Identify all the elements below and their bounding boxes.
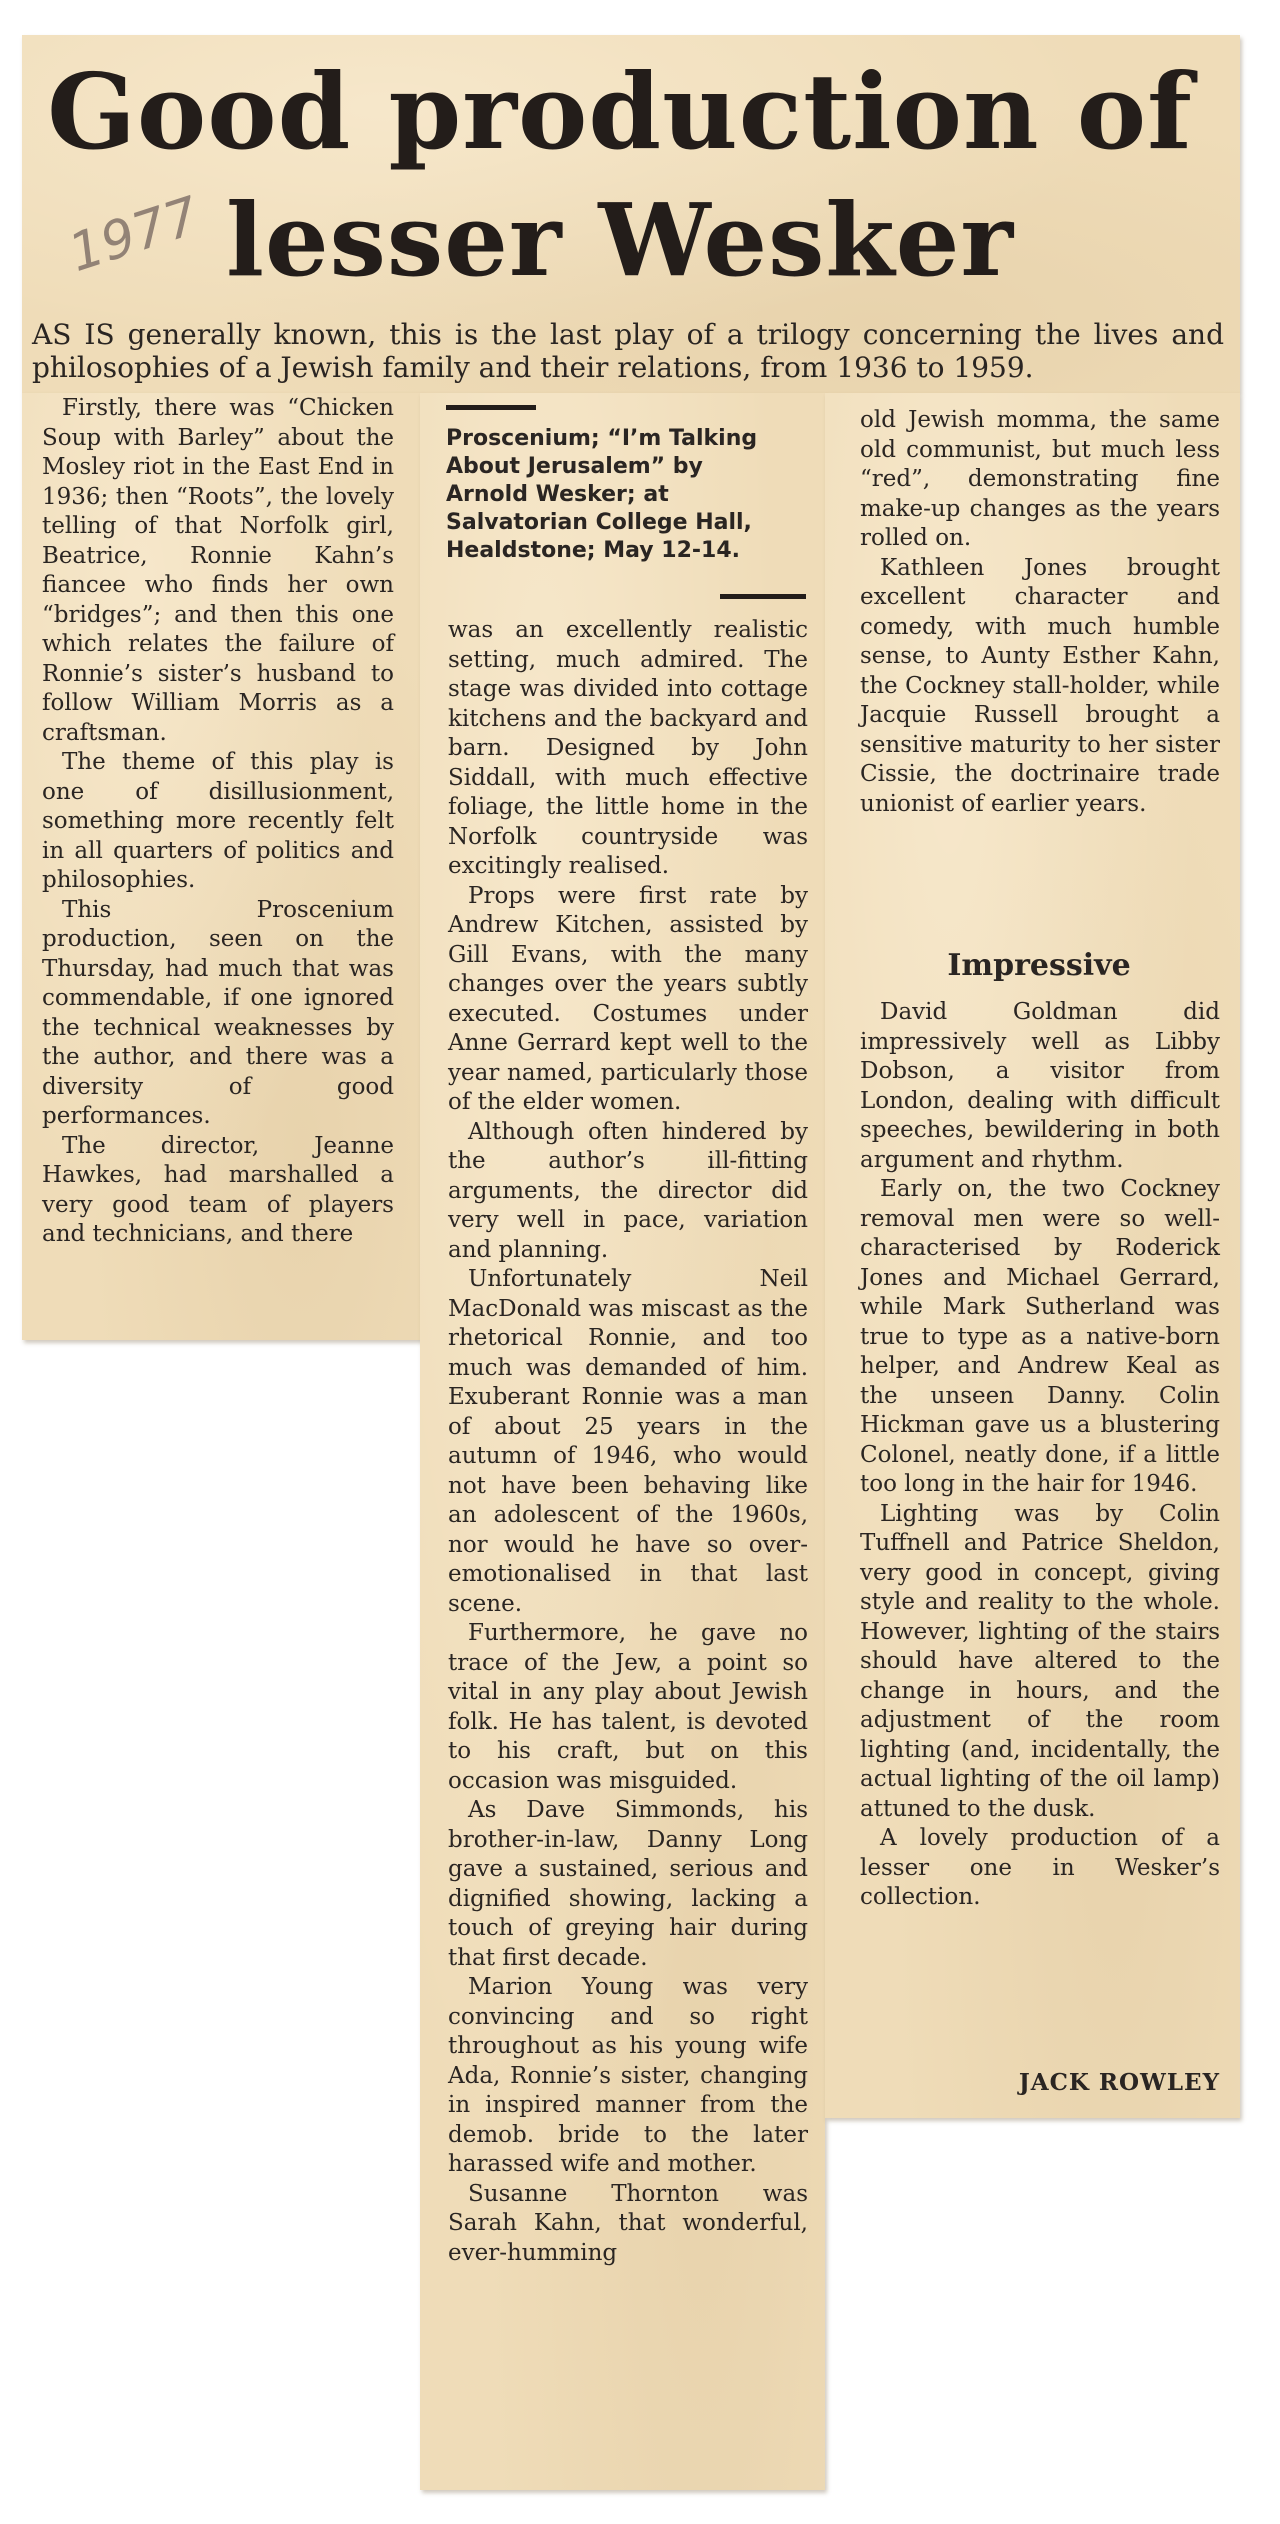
column-3-continued <box>860 998 1220 1913</box>
column-1-paragraph: Firstly, there was “Chicken Soup with Barley” about the Mosley riot in the East End in 1936; then “Roots”, the lovely telling of that Norfolk girl, Beatrice, Ronnie Kahn’s fiancee who finds her own “bridges”; and then this one which relates the failure of Ronnie’s sister’s husband to follow William Morris as a craftsman. <box>42 395 394 746</box>
column-3 <box>860 406 1220 819</box>
column-3-paragraph: David Goldman did impressively well as Libby Dobson, a visitor from London, dealing with difficult speeches, bewildering in both argument and rhythm. <box>860 999 1220 1173</box>
column-2-paragraph: As Dave Simmonds, his brother-in-law, Danny Long gave a sustained, serious and dignified showing, lacking a touch of greying hair during that first decade. <box>448 1797 808 1971</box>
column-2-paragraph: Unfortunately Neil MacDonald was miscast as the rhetorical Ronnie, and too much was demanded of him. Exuberant Ronnie was a man of about 25 years in the autumn of 1946, who would not have been behaving like an adolescent of the 1960s, nor would he have so over-emotionalised in that last scene. <box>448 1266 808 1617</box>
credit-rule-top <box>446 405 536 410</box>
column-3-paragraph: old Jewish momma, the same old communist, but much less “red”, demonstrating fine make-up changes as the years rolled on. <box>860 407 1220 551</box>
handwritten-year-annotation: 1977 <box>61 186 207 284</box>
column-2-paragraph: Although often hindered by the author’s ill-fitting arguments, the director did very well in pace, variation and planning. <box>448 1118 808 1263</box>
column-2-paragraph: Marion Young was very convincing and so right throughout as his young wife Ada, Ronnie’s sister, changing in inspired manner from the demob. bride to the later harassed wife and mother. <box>448 1974 808 2177</box>
column-1-paragraph: The director, Jeanne Hawkes, had marshalled a very good team of players and technicians, and there <box>42 1132 394 1247</box>
headline-line-1: Good production of <box>47 50 1193 173</box>
column-1 <box>42 394 394 1250</box>
column-3-paragraph: Lighting was by Colin Tuffnell and Patrice Sheldon, very good in concept, giving style and reality to the whole. However, lighting of the stairs should have altered to the change in hours, and the adjustment of the room lighting (and, incidentally, the actual lighting of the oil lamp) attuned to the dusk. <box>860 1500 1220 1822</box>
column-2-paragraph: Props were first rate by Andrew Kitchen, assisted by Gill Evans, with the many changes over the years subtly executed. Costumes under Anne Gerrard kept well to the year named, particularly those of the elder women. <box>448 882 808 1115</box>
headline-line-2: lesser Wesker <box>226 181 1014 299</box>
intro-paragraph: AS IS generally known, this is the last play of a trilogy concerning the lives and philosophies of a Jewish family and their relations, from 1936 to 1959. <box>32 318 1224 384</box>
column-2-paragraph: Furthermore, he gave no trace of the Jew, a point so vital in any play about Jewish folk. He has talent, is devoted to his craft, but on this occasion was misguided. <box>448 1620 808 1794</box>
column-2-paragraph: Susanne Thornton was Sarah Kahn, that wonderful, ever-humming <box>448 2180 808 2266</box>
credit-rule-bottom <box>720 594 806 599</box>
author-byline: JACK ROWLEY <box>1018 2069 1220 2096</box>
column-2 <box>448 616 808 2268</box>
column-3-paragraph: Early on, the two Cockney removal men were so well-characterised by Roderick Jones and Michael Gerrard, while Mark Sutherland was true to type as a native-born helper, and Andrew Keal as the unseen Danny. Colin Hickman gave us a blustering Colonel, neatly done, if a little too long in the hair for 1946. <box>860 1176 1220 1497</box>
column-1-paragraph: The theme of this play is one of disillusionment, something more recently felt in all quarters of politics and philosophies. <box>42 749 394 893</box>
column-3-paragraph: Kathleen Jones brought excellent character and comedy, with much humble sense, to Aunty Esther Kahn, the Cockney stall-holder, while Jacquie Russell brought a sensitive maturity to her sister Cissie, the doctrinaire trade unionist of earlier years. <box>860 554 1220 817</box>
production-credit: Proscenium; “I’m Talking About Jerusalem” by Arnold Wesker; at Salvatorian College Hall, Healdstone; May 12-14. <box>446 426 758 563</box>
column-3-paragraph: A lovely production of a lesser one in Wesker’s collection. <box>860 1825 1220 1910</box>
column-2-paragraph: was an excellently realistic setting, much admired. The stage was divided into cottage kitchens and the backyard and barn. Designed by John Siddall, with much effective foliage, the little home in the Norfolk countryside was excitingly realised. <box>448 617 808 879</box>
subheading-impressive: Impressive <box>947 948 1131 983</box>
column-1-paragraph: This Proscenium production, seen on the Thursday, had much that was commendable, if one ignored the technical weaknesses by the author, and there was a diversity of good performances. <box>42 896 394 1129</box>
